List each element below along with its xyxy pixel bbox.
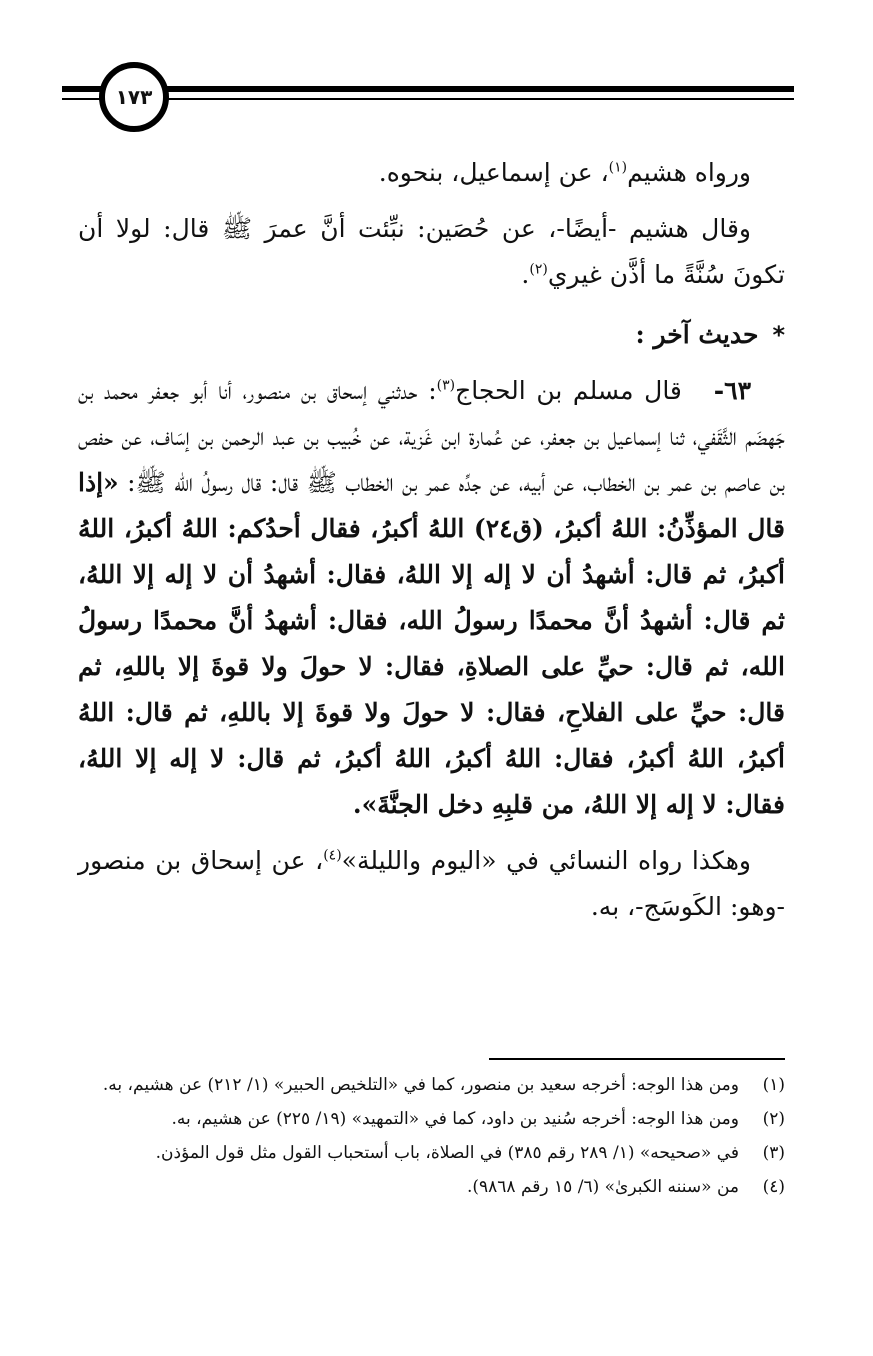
footnote-item [78, 1102, 785, 1136]
paragraph-hushaym-qawl [78, 206, 785, 298]
header-rule-thin [62, 98, 794, 100]
hadith-matn: «إذا قال المؤذِّنُ: اللهُ أكبرُ، (ق٢٤) اللهُ أكبرُ، فقال أحدُكم: اللهُ أكبرُ، اللهُ أكبرُ، ثم قال: أشهدُ أن لا إله إلا اللهُ، فقال: أشهدُ أن لا إله إلا اللهُ، ثم قال: أشهدُ أنَّ محمدًا رسولُ الله، فقال: أشهدُ أنَّ محمدًا رسولُ الله، ثم قال: حيِّ على الصلاةِ، فقال: لا حولَ ولا قوةَ إلا باللهِ، ثم قال: حيِّ على الفلاحِ، فقال: لا حولَ ولا قوةَ إلا باللهِ، ثم قال: اللهُ أكبرُ، اللهُ أكبرُ، فقال: اللهُ أكبرُ، اللهُ أكبرُ، ثم قال: لا إله إلا اللهُ، فقال: لا إله إلا اللهُ، من قلبِهِ دخل الجنَّةَ». [78, 468, 786, 819]
footnote-number: (١) [762, 1075, 785, 1095]
footnote-separator [489, 1058, 785, 1060]
footnote-number: (٤) [762, 1177, 785, 1197]
paragraph-nasai [78, 838, 785, 930]
footnote-text: ومن هذا الوجه: أخرجه سعيد بن منصور، كما في «التلخيص الحبير» (١/ ٢١٢) عن هشيم، به. [102, 1075, 739, 1095]
page-number-badge [99, 62, 169, 132]
footnotes [78, 1068, 785, 1204]
p2-text: وقال هشيم -أيضًا-، عن حُصَين: نبِّئت أنَّ عمرَ ﷺ قال: لولا أن تكونَ سُنَّةً ما أذَّن غيري [78, 214, 785, 289]
footnote-text: ومن هذا الوجه: أخرجه سُنيد بن داود، كما في «التمهيد» (١٩/ ٢٢٥) عن هشيم، به. [171, 1109, 739, 1129]
main-text [78, 150, 785, 930]
hadith-number: ٦٣- [713, 376, 751, 405]
hadith-intro: قال مسلم بن الحجاج [455, 376, 682, 405]
p2-text-after: . [521, 260, 530, 289]
footnote-item [78, 1068, 785, 1102]
footnote-text: في «صحيحه» (١/ ٢٨٩ رقم ٣٨٥) في الصلاة، باب أستحباب القول مثل قول المؤذن. [155, 1143, 739, 1163]
p1-text: ورواه هشيم [627, 158, 751, 187]
page-number: ١٧٣ [115, 85, 153, 109]
footnote-ref-3: (٣) [436, 377, 456, 394]
footnote-ref-4: (٤) [323, 847, 342, 864]
footnote-number: (٢) [762, 1109, 785, 1129]
p1-text-after: ، عن إسماعيل، بنحوه. [378, 158, 609, 187]
footnote-ref-2: (٢) [529, 261, 548, 278]
paragraph-hushaym-riwaya [78, 150, 785, 196]
section-heading-text: حديث آخر : [635, 320, 759, 349]
header-rule-thick [62, 86, 794, 92]
footnote-number: (٣) [762, 1143, 785, 1163]
hadith-63 [78, 368, 785, 828]
footnote-item [78, 1170, 785, 1204]
hadith-isnad: : حدثني إسحاق بن منصور، أنا أبو جعفر محمد بن جَهضَم الثَّقَفي، ثنا إسماعيل بن جعفر، عن عُمارة ابن غَزية، عن خُبيب بن عبد الرحمن بن إسَاف، عن حفص بن عاصم بن عمر بن الخطاب، عن أبيه، عن جدِّه عمر بن الخطاب ﷺ قال: قال رسولُ الله ﷺ: [78, 376, 785, 497]
page-header [62, 62, 794, 134]
p4-text: وهكذا رواه النسائي في «اليوم والليلة» [341, 846, 751, 875]
star-icon: * [772, 321, 785, 349]
section-heading [78, 312, 785, 358]
footnote-text: من «سننه الكبرىٰ» (٦/ ١٥ رقم ٩٨٦٨). [466, 1177, 739, 1197]
p4-text-after: ، عن إسحاق بن منصور -وهو: الكَوسَج-، به. [78, 846, 785, 921]
header-rule [62, 86, 794, 100]
footnote-item [78, 1136, 785, 1170]
footnote-ref-1: (١) [608, 159, 628, 176]
